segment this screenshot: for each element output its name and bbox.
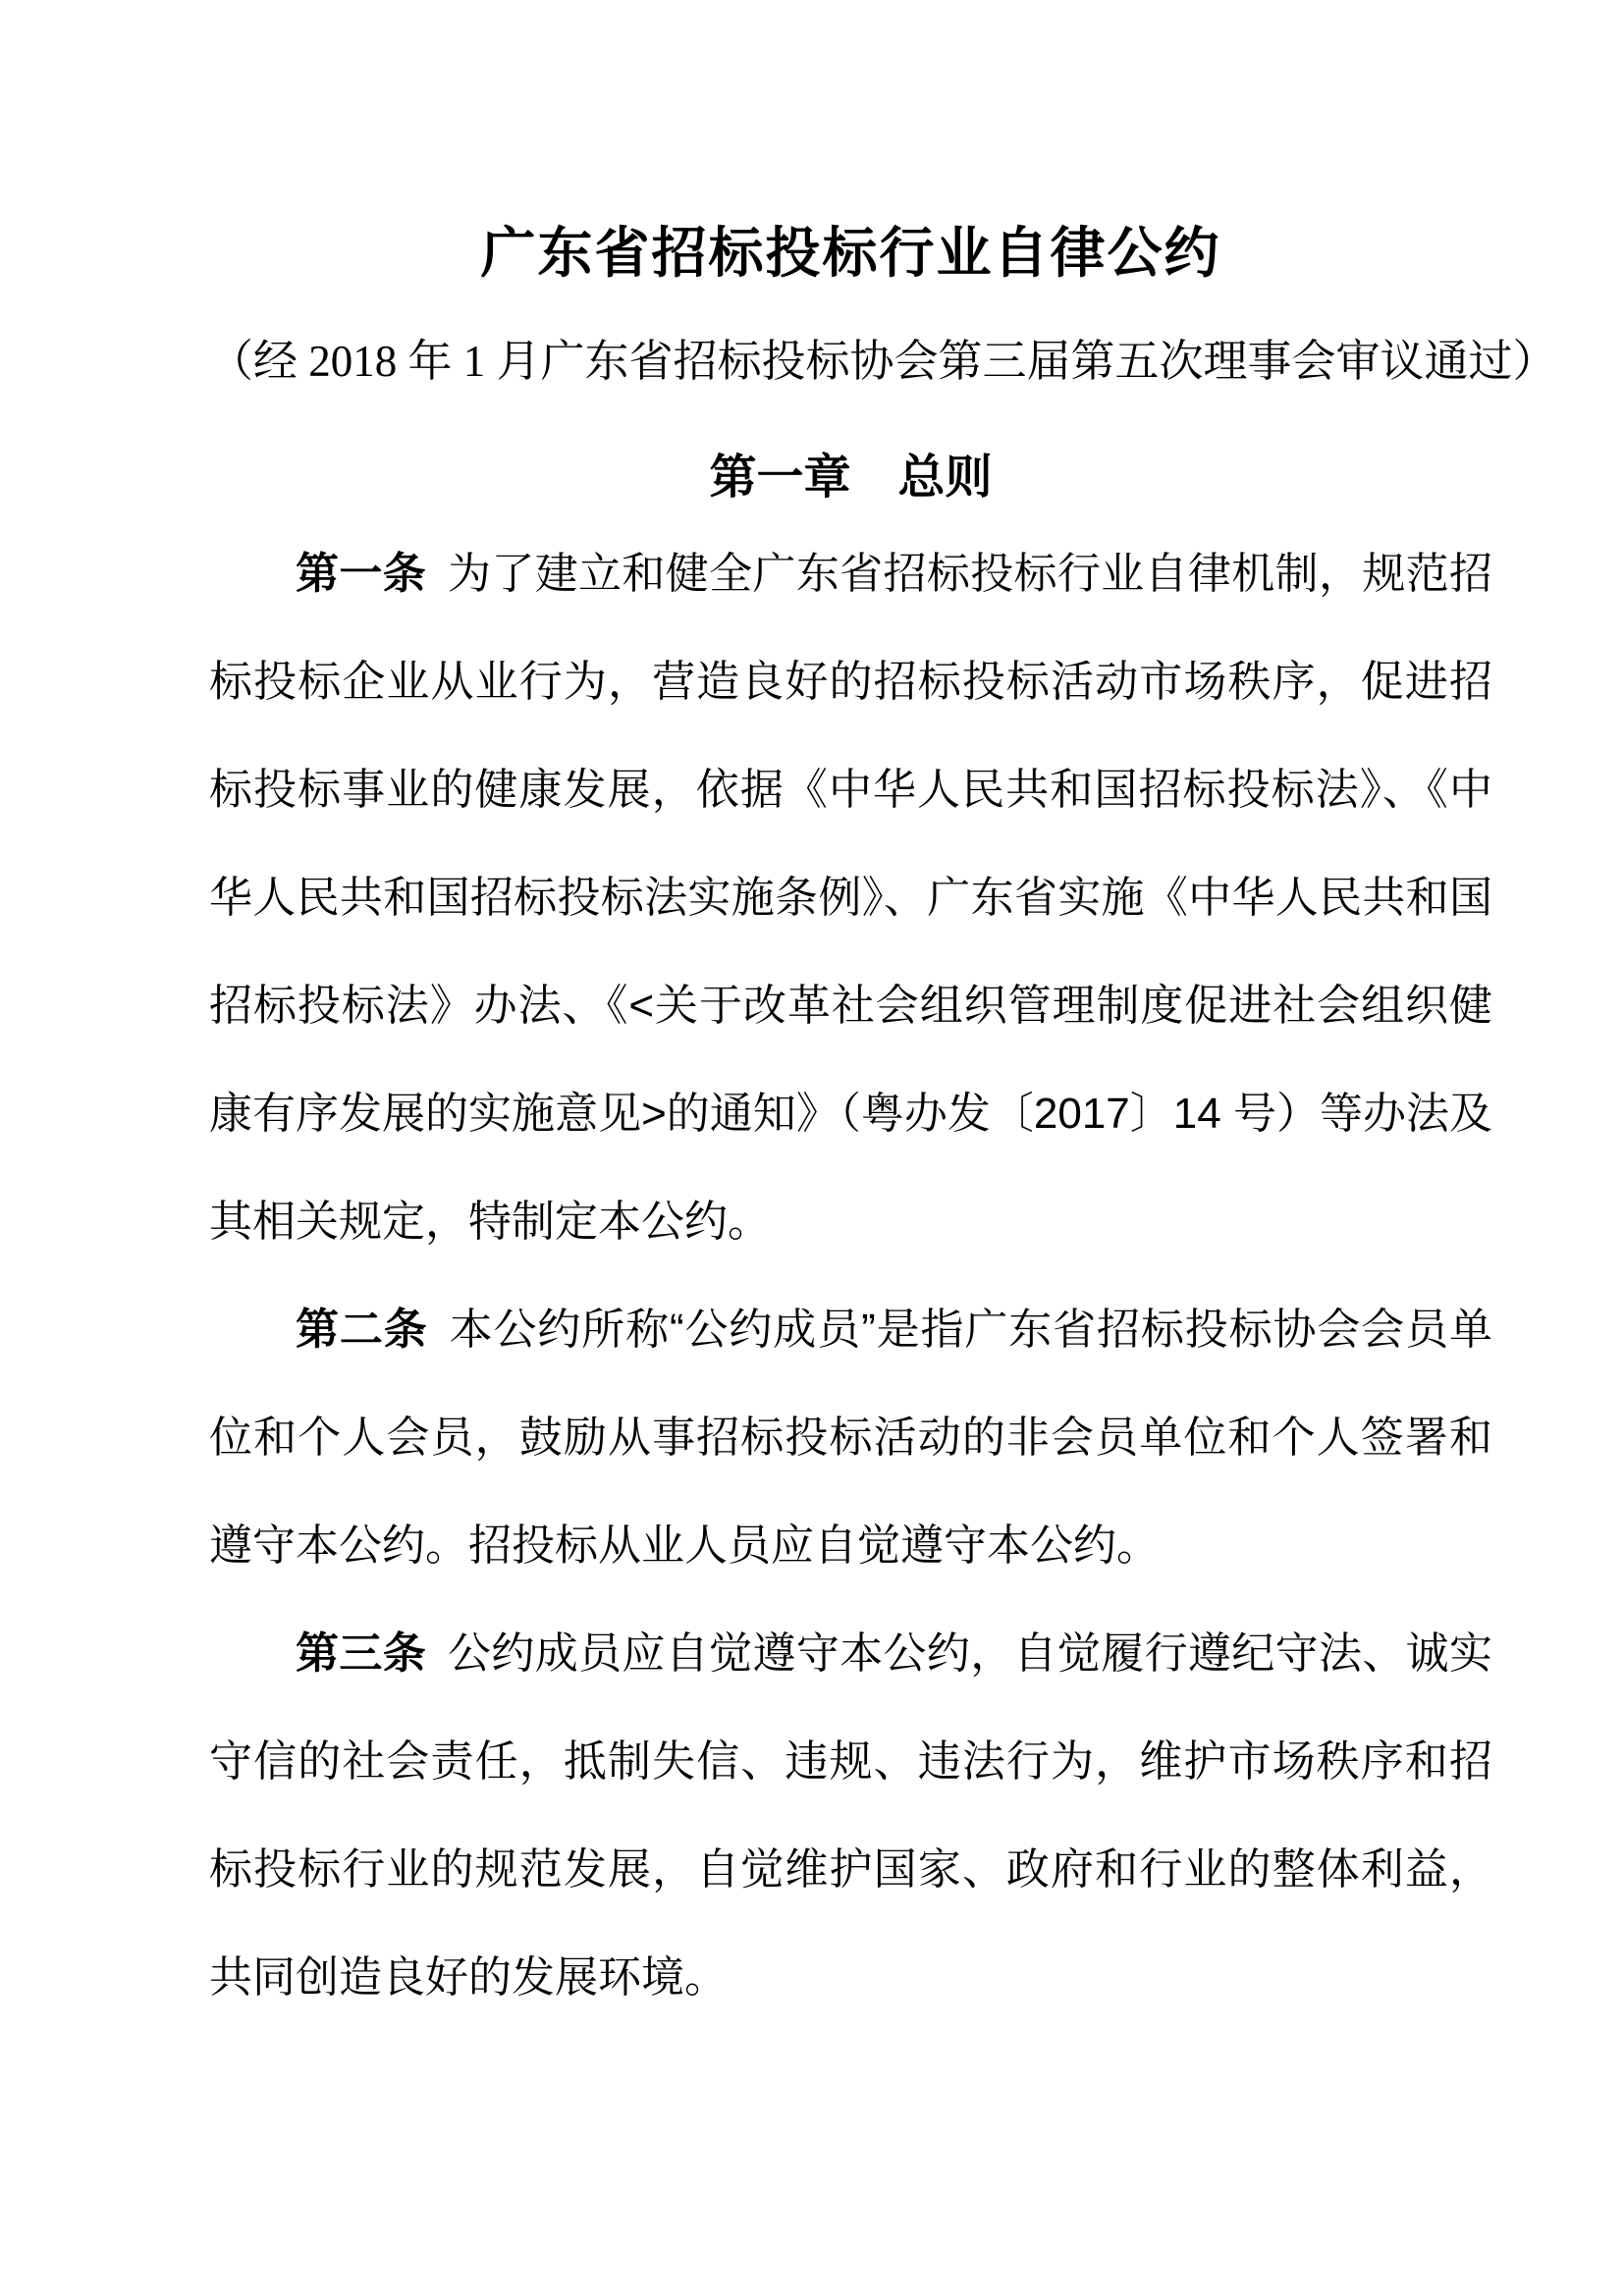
article-paragraph-1 (209, 520, 1492, 1276)
article-3-label: 第三条 (296, 1629, 427, 1678)
article-2-text: 本公约所称“公约成员”是指广东省招标投标协会会员单位和个人会员，鼓励从事招标投标活动的非会员单位和个人签署和遵守本公约。招投标从业人员应自觉遵守本公约。 (209, 1306, 1492, 1570)
article-2-label: 第二条 (296, 1306, 428, 1354)
document-body (209, 520, 1492, 2032)
article-1-text: 为了建立和健全广东省招标投标行业自律机制，规范招标投标企业从业行为，营造良好的招标投标活动市场秩序，促进招标投标事业的健康发展，依据《中华人民共和国招标投标法》、《中华人民共和国招标投标法实施条例》、广东省实施《中华人民共和国招标投标法》办法、《<关于改革社会组织管理制度促进社会组织健康有序发展的实施意见>的通知》（粤办发〔2017〕14 号）等办法及其相关规定，特制定本公约。 (209, 550, 1493, 1246)
chapter-heading: 第一章 总则 (709, 452, 993, 504)
document-title: 广东省招标投标行业自律公约 (480, 222, 1221, 284)
article-paragraph-3 (209, 1600, 1492, 2032)
document-subtitle: （经 2018 年 1 月广东省招标投标协会第三届第五次理事会审议通过） (209, 337, 1557, 386)
article-1-label: 第一条 (296, 550, 427, 598)
article-3-text: 公约成员应自觉遵守本公约，自觉履行遵纪守法、诚实守信的社会责任，抵制失信、违规、违法行为，维护市场秩序和招标投标行业的规范发展，自觉维护国家、政府和行业的整体利益，共同创造良好的发展环境。 (209, 1629, 1493, 2002)
article-paragraph-2 (209, 1276, 1492, 1600)
